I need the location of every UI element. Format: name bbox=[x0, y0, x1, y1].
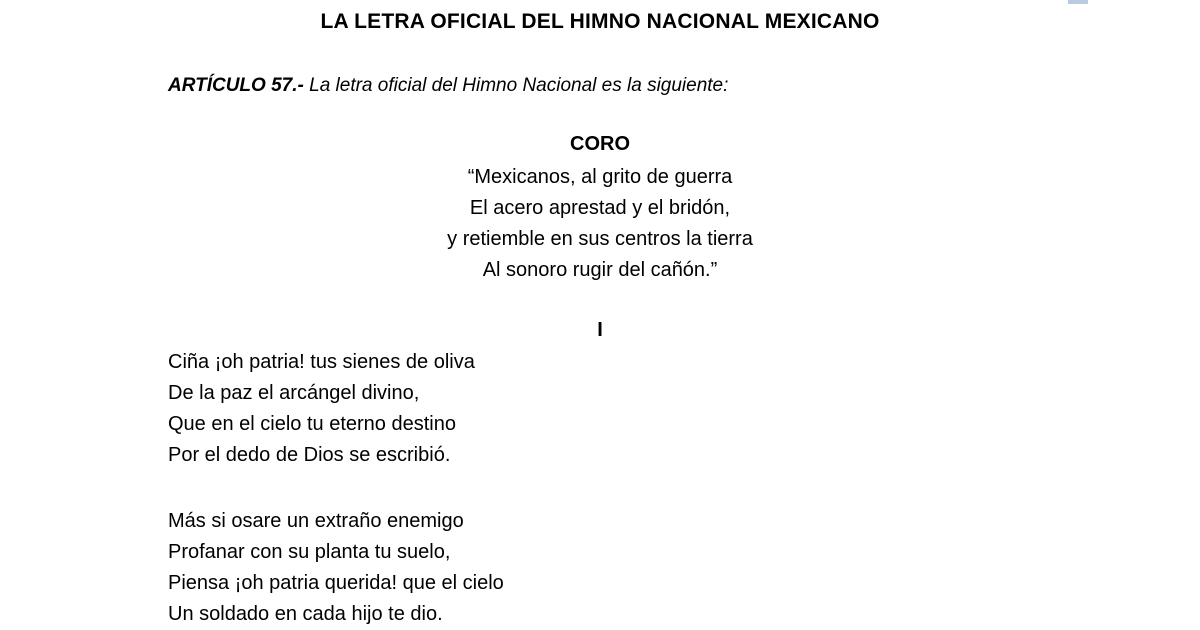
article-line bbox=[168, 72, 728, 100]
verse-line: Al sonoro rugir del cañón.” bbox=[482, 259, 718, 281]
document-title: LA LETRA OFICIAL DEL HIMNO NACIONAL MEXICANO bbox=[320, 10, 880, 33]
verse-line: Ciña ¡oh patria! tus sienes de oliva bbox=[168, 351, 475, 373]
coro-verse bbox=[0, 162, 1200, 286]
article-number: ARTÍCULO 57.- bbox=[168, 75, 304, 96]
stanza bbox=[168, 506, 504, 630]
article-text: La letra oficial del Himno Nacional es la siguiente: bbox=[303, 75, 729, 96]
stanza bbox=[168, 347, 475, 471]
stanza-heading: I bbox=[597, 319, 603, 341]
verse-line: De la paz el arcángel divino, bbox=[168, 382, 420, 404]
verse-line: “Mexicanos, al grito de guerra bbox=[467, 166, 733, 188]
verse-line: El acero aprestad y el bridón, bbox=[469, 197, 731, 219]
verse-line: y retiemble en sus centros la tierra bbox=[447, 228, 753, 250]
corner-mark bbox=[1068, 0, 1088, 4]
verse-line: Por el dedo de Dios se escribió. bbox=[168, 444, 451, 466]
verse-line: Que en el cielo tu eterno destino bbox=[168, 413, 456, 435]
coro-heading: CORO bbox=[570, 133, 630, 155]
verse-line: Un soldado en cada hijo te dio. bbox=[168, 603, 443, 625]
verse-line: Profanar con su planta tu suelo, bbox=[168, 541, 451, 563]
verse-line: Más si osare un extraño enemigo bbox=[168, 510, 464, 532]
verse-line: Piensa ¡oh patria querida! que el cielo bbox=[168, 572, 504, 594]
